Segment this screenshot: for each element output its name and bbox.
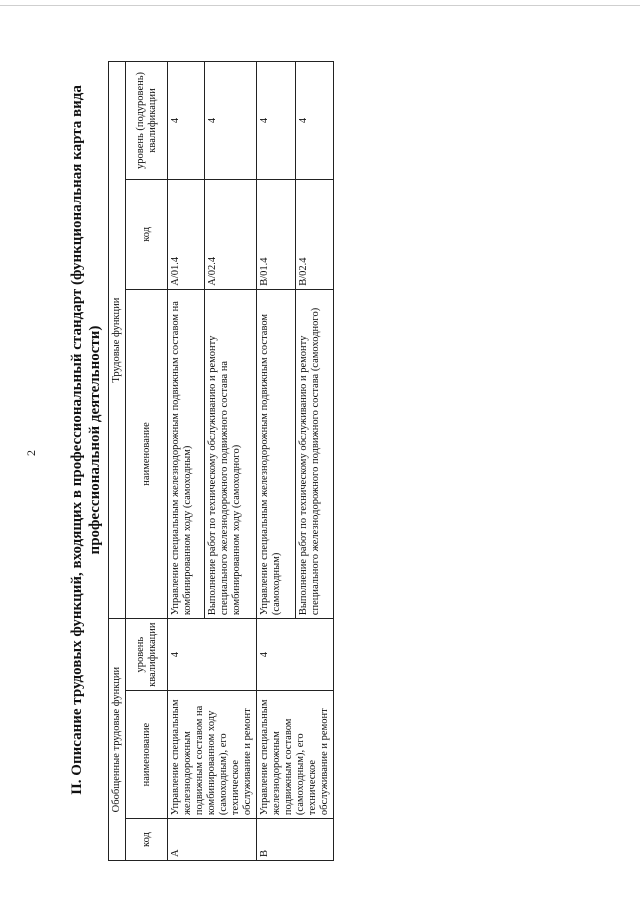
- section-heading: [68, 15, 104, 865]
- tf-name: Выполнение работ по техническому обслуживанию и ремонту специального железнодорожного подвижного состава (самоходного): [295, 289, 334, 618]
- tf-level: 4: [295, 62, 334, 180]
- gtf-name: Управление специальным железнодорожным подвижным составом (самоходным), его техническое обслуживание и ремонт: [257, 691, 334, 819]
- header-tf-level: уровень (подуровень) квалификации: [126, 62, 168, 180]
- header-code: код: [126, 819, 168, 861]
- tf-code: B/01.4: [257, 179, 296, 289]
- heading-line-2: профессиональной деятельности): [87, 325, 103, 555]
- gtf-name: Управление специальным железнодорожным подвижным составом на комбинированном ходу (самоходным), его техническое обслуживание и ремонт: [168, 691, 257, 819]
- gtf-level: 4: [257, 619, 334, 691]
- heading-line-1: II. Описание трудовых функций, входящих в профессиональный стандарт (функциональная карта вида: [69, 85, 85, 795]
- functional-map-table: [108, 61, 334, 861]
- page-number: 2: [24, 450, 38, 456]
- header-name: наименование: [126, 691, 168, 819]
- header-row-columns: [126, 62, 168, 861]
- tf-level: 4: [257, 62, 296, 180]
- tf-code: B/02.4: [295, 179, 334, 289]
- tf-name: Управление специальным железнодорожным подвижным составом (самоходным): [257, 289, 296, 618]
- header-labor-functions: Трудовые функции: [109, 62, 126, 619]
- tf-code: A/02.4: [204, 179, 256, 289]
- header-tf-code: код: [126, 179, 168, 289]
- tf-level: 4: [168, 62, 205, 180]
- table-row: [257, 62, 296, 861]
- gtf-code: A: [168, 819, 257, 861]
- header-level: уровень квалификации: [126, 619, 168, 691]
- tf-name: Управление специальным железнодорожным подвижным составом на комбинированном ходу (самоходным): [168, 289, 205, 618]
- gtf-code: B: [257, 819, 334, 861]
- gtf-level: 4: [168, 619, 257, 691]
- tf-name: Выполнение работ по техническому обслуживанию и ремонту специального железнодорожного подвижного состава на комбинированном ходу (самоходного): [204, 289, 256, 618]
- table-row: [168, 62, 205, 861]
- tf-level: 4: [204, 62, 256, 180]
- header-generalized-functions: Обобщенные трудовые функции: [109, 619, 126, 861]
- header-row-groups: [109, 62, 126, 861]
- header-tf-name: наименование: [126, 289, 168, 618]
- tf-code: A/01.4: [168, 179, 205, 289]
